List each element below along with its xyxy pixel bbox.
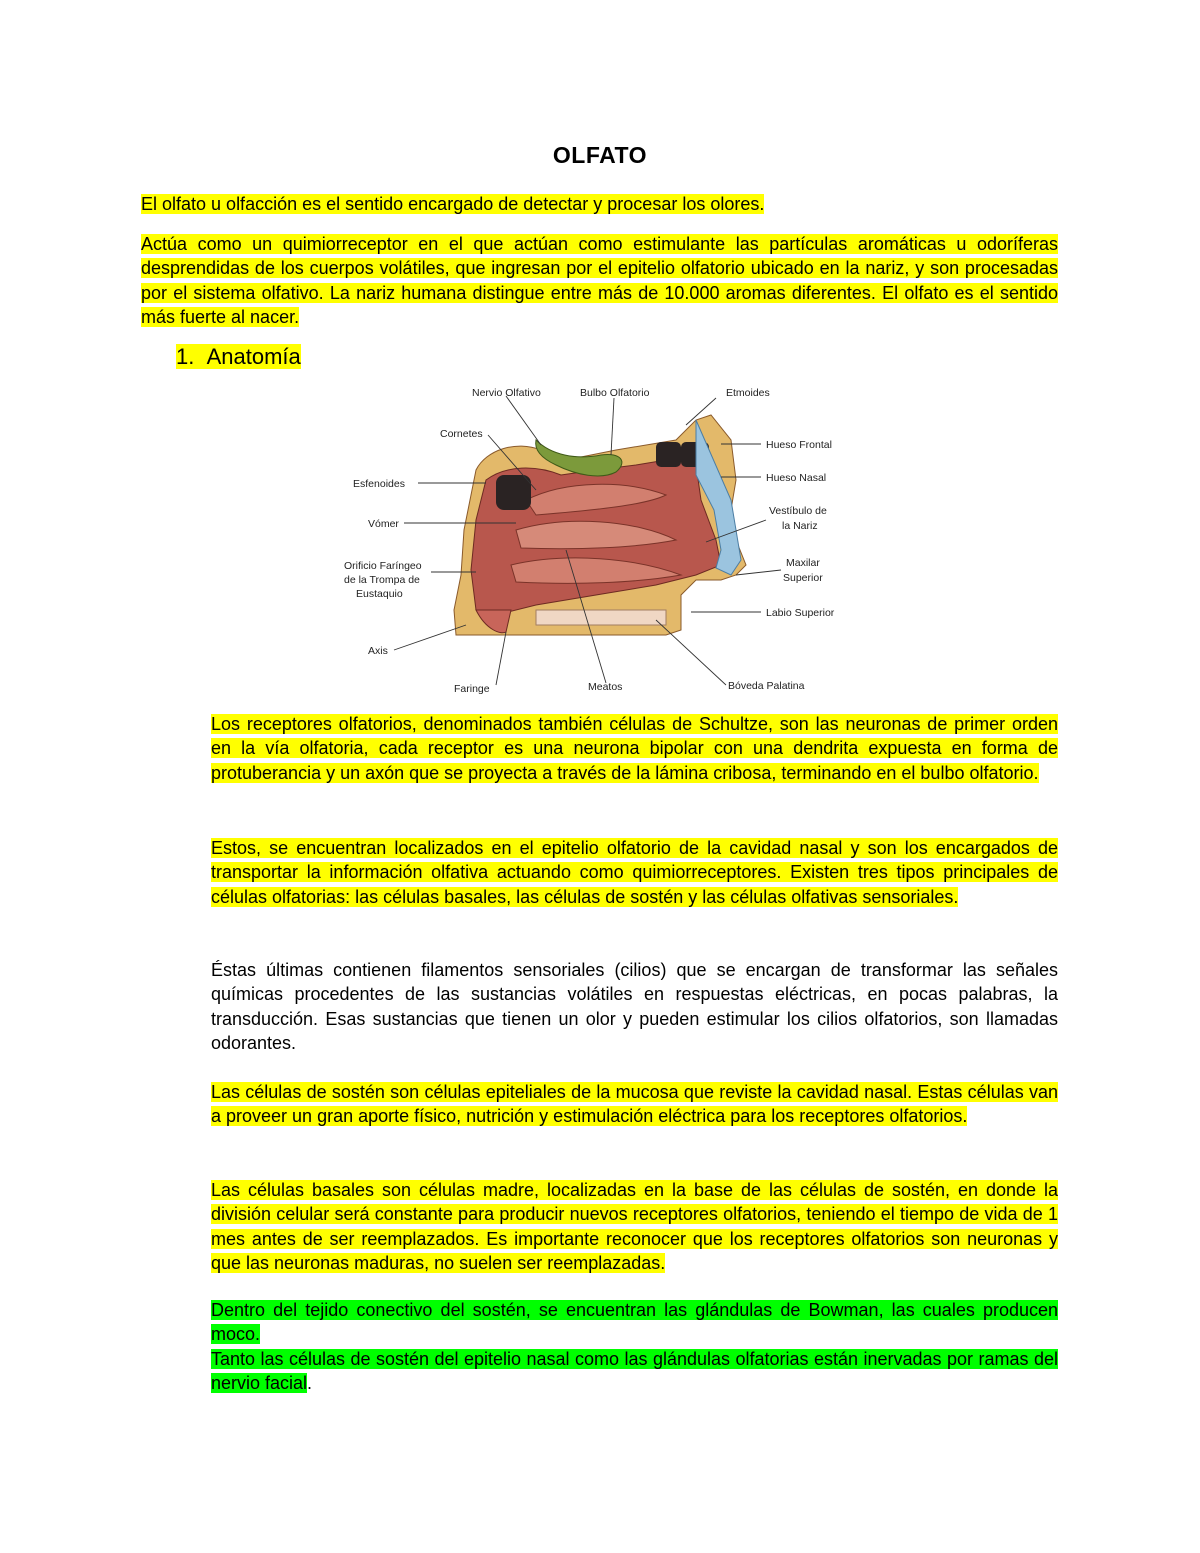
intro-paragraph-2 [141, 232, 1058, 330]
label-boveda-palatina: Bóveda Palatina [728, 680, 805, 692]
page-title: OLFATO [552, 142, 648, 168]
body-text-1: Los receptores olfatorios, denominados también células de Schultze, son las neuronas de primer orden en la vía olfatoria, cada receptor es una neurona bipolar con una dendrita expuesta en forma de protuberancia y un axón que se proyecta a través de la lámina cribosa, terminando en el bulbo olfatorio. [211, 714, 1058, 783]
body-text-6c: . [307, 1373, 313, 1394]
body-paragraph-receptores [211, 712, 1058, 785]
label-vestibulo-1: Vestíbulo de [769, 505, 827, 517]
section-number: 1. [176, 344, 195, 369]
label-labio-superior: Labio Superior [766, 607, 835, 619]
body-text-4: Las células de sostén son células epiteliales de la mucosa que reviste la cavidad nasal. Estas células van a proveer un gran aporte físico, nutrición y estimulación eléctrica para los receptores olfatorios. [211, 1082, 1058, 1127]
label-cornetes: Cornetes [440, 428, 483, 440]
body-paragraph-basales [211, 1178, 1058, 1276]
label-bulbo-olfatorio: Bulbo Olfatorio [580, 387, 650, 399]
label-hueso-nasal: Hueso Nasal [766, 472, 827, 484]
label-vestibulo-2: la Nariz [782, 520, 818, 532]
body-text-3: Éstas últimas contienen filamentos sensoriales (cilios) que se encargan de transformar las señales químicas procedentes de las sustancias volátiles en respuestas eléctricas, en pocas palabras, la transducción. Esas sustancias que tienen un olor y pueden estimular los cilios olfatorios, son llamadas odorantes. [211, 960, 1058, 1054]
body-paragraph-cilios [211, 958, 1058, 1056]
body-paragraph-sosten [211, 1080, 1058, 1129]
body-paragraph-localizacion [211, 836, 1058, 909]
label-faringe: Faringe [454, 683, 490, 695]
body-text-6b: Tanto las células de sostén del epitelio nasal como las glándulas olfatorias están inervadas por ramas del nervio facial [211, 1348, 1058, 1394]
label-esfenoides: Esfenoides [353, 478, 405, 490]
body-text-6a: Dentro del tejido conectivo del sostén, se encuentran las glándulas de Bowman, las cuales producen moco. [211, 1300, 1058, 1345]
label-maxilar-1: Maxilar [786, 557, 820, 569]
body-text-5b: Es importante reconocer que los receptores olfatorios son neuronas y que las neuronas maduras, no suelen ser reemplazadas. [211, 1228, 1058, 1274]
label-orificio-2: de la Trompa de [344, 574, 420, 586]
body-text-5a: Las células basales son células madre, localizadas en la base de las células de sostén, en donde la división celular será constante para producir nuevos receptores olfatorios, teniendo el tiempo de vida de 1 mes antes de ser reemplazados. [211, 1180, 1058, 1249]
body-text-2: Estos, se encuentran localizados en el epitelio olfatorio de la cavidad nasal y son los encargados de transportar la información olfativa actuando como quimiorreceptores. Existen tres tipos principales de células olfatorias: las células basales, las células de sostén y las células olfativas sensoriales. [211, 838, 1058, 907]
nasal-anatomy-figure [336, 380, 866, 700]
section-heading [176, 344, 301, 370]
label-etmoides: Etmoides [726, 387, 770, 399]
label-meatos: Meatos [588, 681, 623, 693]
body-paragraph-bowman [211, 1298, 1058, 1396]
intro-text-1: El olfato u olfacción es el sentido encargado de detectar y procesar los olores. [141, 194, 765, 214]
section-label: Anatomía [206, 344, 301, 369]
intro-text-2: Actúa como un quimiorreceptor en el que actúan como estimulante las partículas aromáticas u odoríferas desprendidas de los cuerpos volátiles, que ingresan por el epitelio olfatorio ubicado en la nariz, y son procesadas por el sistema olfativo. La nariz humana distingue entre más de 10.000 aromas diferentes. El olfato es el sentido más fuerte al nacer. [141, 234, 1058, 328]
label-maxilar-2: Superior [783, 572, 823, 584]
label-hueso-frontal: Hueso Frontal [766, 439, 832, 451]
label-vomer: Vómer [368, 518, 399, 530]
label-orificio-1: Orificio Faríngeo [344, 560, 422, 572]
label-axis: Axis [368, 645, 388, 657]
intro-paragraph-1 [141, 192, 1061, 216]
label-nervio-olfativo: Nervio Olfativo [472, 387, 541, 399]
label-orificio-3: Eustaquio [356, 588, 403, 600]
